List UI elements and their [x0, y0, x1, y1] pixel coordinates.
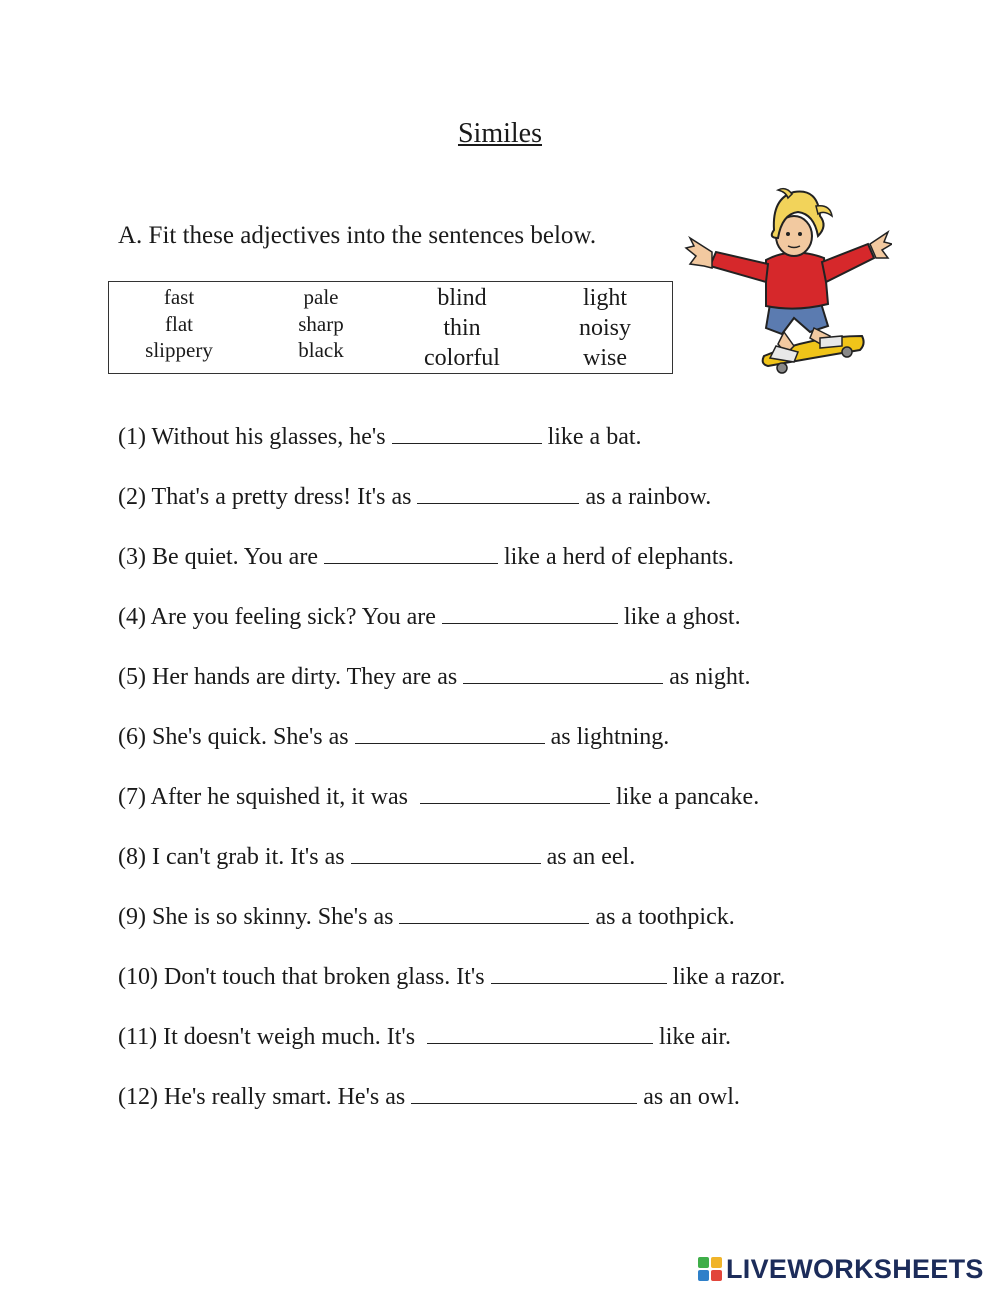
sentence-item [118, 1020, 938, 1080]
word-bank-column-1 [119, 284, 239, 364]
sentence-list [118, 420, 938, 1140]
word-bank-word: wise [583, 345, 627, 371]
sentence-end: like a herd of elephants. [503, 544, 734, 570]
sentence-item [118, 480, 938, 540]
sentence-item [118, 720, 938, 780]
sentence-item [118, 540, 938, 600]
sentence-end: like a pancake. [615, 784, 760, 810]
sentence-start: (1) Without his glasses, he's [118, 424, 386, 450]
instruction-text: A. Fit these adjectives into the sentences below. [118, 222, 597, 249]
sentence-start: (8) I can't grab it. It's as [118, 844, 345, 870]
word-bank-word: blind [437, 285, 487, 311]
word-bank-word: light [582, 285, 627, 311]
sentence-end: like air. [659, 1024, 732, 1050]
word-bank-word: black [298, 338, 344, 362]
sentence-start: (10) Don't touch that broken glass. It's [118, 964, 485, 990]
sentence-end: as an owl. [643, 1084, 740, 1110]
word-bank-word: pale [303, 285, 339, 309]
word-bank-word: noisy [578, 315, 631, 341]
answer-blank[interactable] [411, 1081, 637, 1104]
sentence-end: like a bat. [547, 424, 642, 450]
sentence-item [118, 420, 938, 480]
sentence-item [118, 900, 938, 960]
sentence-item [118, 960, 938, 1020]
answer-blank[interactable] [355, 721, 545, 744]
word-bank-word: colorful [424, 345, 500, 371]
sentence-item [118, 1080, 938, 1140]
answer-blank[interactable] [351, 841, 541, 864]
sentence-item [118, 660, 938, 720]
sentence-end: as lightning. [550, 724, 670, 750]
liveworksheets-logo-icon [698, 1257, 722, 1281]
answer-blank[interactable] [442, 601, 618, 624]
word-bank-word: flat [165, 311, 193, 336]
answer-blank[interactable] [324, 541, 498, 564]
skateboarder-illustration [682, 186, 892, 378]
sentence-start: (5) Her hands are dirty. They are as [118, 664, 458, 690]
sentence-start: (12) He's really smart. He's as [118, 1084, 406, 1110]
answer-blank[interactable] [463, 661, 663, 684]
answer-blank[interactable] [417, 481, 579, 504]
sentence-start: (3) Be quiet. You are [118, 544, 318, 570]
sentence-item [118, 600, 938, 660]
page-title: Similes [457, 118, 542, 149]
sentence-start: (6) She's quick. She's as [118, 724, 349, 750]
sentence-start: (4) Are you feeling sick? You are [118, 604, 436, 630]
sentence-end: as night. [669, 664, 751, 690]
sentence-end: like a razor. [672, 964, 786, 990]
answer-blank[interactable] [491, 961, 667, 984]
sentence-end: as a toothpick. [595, 904, 735, 930]
word-bank-word: fast [163, 285, 195, 309]
sentence-item [118, 840, 938, 900]
sentence-start: (7) After he squished it, it was [118, 784, 408, 810]
answer-blank[interactable] [392, 421, 542, 444]
answer-blank[interactable] [427, 1021, 653, 1044]
word-bank-word: sharp [298, 311, 344, 336]
liveworksheets-logo[interactable] [698, 1254, 984, 1284]
logo-text: LIVEWORKSHEETS [726, 1253, 984, 1284]
word-bank [108, 281, 673, 374]
answer-blank[interactable] [420, 781, 610, 804]
sentence-start: (2) That's a pretty dress! It's as [118, 484, 412, 510]
word-bank-column-3 [401, 283, 523, 373]
sentence-end: as a rainbow. [585, 484, 712, 510]
word-bank-word: slippery [145, 338, 213, 362]
answer-blank[interactable] [399, 901, 589, 924]
sentence-start: (11) It doesn't weigh much. It's [118, 1024, 416, 1050]
word-bank-word: thin [443, 315, 481, 341]
word-bank-column-2 [261, 284, 381, 364]
sentence-end: as an eel. [546, 844, 636, 870]
sentence-start: (9) She is so skinny. She's as [118, 904, 394, 930]
sentence-end: like a ghost. [623, 604, 741, 630]
sentence-item [118, 780, 938, 840]
word-bank-column-4 [544, 283, 666, 373]
